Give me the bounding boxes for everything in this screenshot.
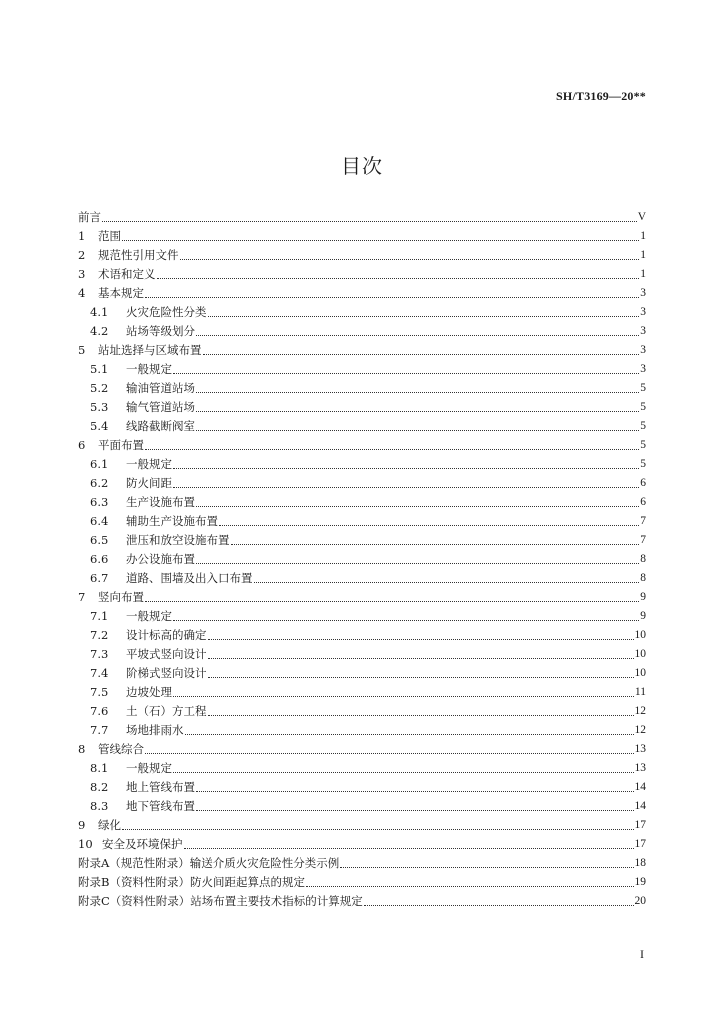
toc-entry-page: 8 [640, 553, 646, 565]
toc-entry[interactable] [78, 588, 646, 607]
toc-entry-number: 8.3 [90, 799, 109, 813]
toc-entry[interactable] [78, 512, 646, 531]
toc-entry-title: 术语和定义 [98, 267, 156, 281]
toc-entry-title: 附录C（资料性附录）站场布置主要技术指标的计算规定 [78, 894, 363, 908]
toc-entry[interactable] [78, 379, 646, 398]
toc-entry-page: 11 [634, 686, 646, 698]
toc-entry[interactable] [78, 227, 646, 246]
toc-entry-number: 6.2 [90, 476, 109, 490]
toc-entry-number: 4.2 [90, 324, 109, 338]
toc-leader-dots [173, 373, 639, 374]
toc-leader-dots [145, 601, 639, 602]
toc-entry-number: 6.6 [90, 552, 109, 566]
toc-leader-dots [184, 848, 634, 849]
toc-entry-page: 7 [640, 534, 646, 546]
toc-entry-page: 8 [640, 572, 646, 584]
toc-entry[interactable] [78, 683, 646, 702]
toc-leader-dots [145, 297, 639, 298]
toc-entry[interactable] [78, 436, 646, 455]
toc-entry[interactable] [78, 208, 646, 227]
toc-entry-page: 10 [634, 667, 646, 679]
toc-entry-title: 设计标高的确定 [126, 628, 207, 642]
toc-entry-title: 火灾危险性分类 [126, 305, 207, 319]
toc-entry-title: 范围 [98, 229, 121, 243]
toc-entry-title: 输油管道站场 [126, 381, 195, 395]
toc-leader-dots [145, 753, 634, 754]
toc-entry-title: 防火间距 [126, 476, 172, 490]
toc-entry[interactable] [78, 778, 646, 797]
toc-entry-number: 6.5 [90, 533, 109, 547]
toc-leader-dots [173, 468, 639, 469]
toc-entry[interactable] [78, 816, 646, 835]
toc-leader-dots [122, 240, 639, 241]
toc-entry-title: 地下管线布置 [126, 799, 195, 813]
toc-entry[interactable] [78, 892, 646, 911]
toc-entry-title: 前言 [78, 210, 101, 224]
page-number: I [640, 947, 644, 961]
toc-entry[interactable] [78, 360, 646, 379]
toc-entry[interactable] [78, 341, 646, 360]
toc-entry-number: 7.1 [90, 609, 109, 623]
toc-entry[interactable] [78, 835, 646, 854]
toc-entry[interactable] [78, 284, 646, 303]
toc-entry-title: 辅助生产设施布置 [126, 514, 218, 528]
table-of-contents [78, 208, 646, 911]
toc-entry-title: 附录B（资料性附录）防火间距起算点的规定 [78, 875, 305, 889]
toc-entry-title: 泄压和放空设施布置 [126, 533, 230, 547]
toc-entry-page: 20 [634, 895, 646, 907]
toc-entry[interactable] [78, 873, 646, 892]
toc-entry-title: 附录A（规范性附录）输送介质火灾危险性分类示例 [78, 856, 340, 870]
toc-entry[interactable] [78, 664, 646, 683]
toc-leader-dots [173, 696, 634, 697]
toc-entry-page: 14 [634, 800, 646, 812]
toc-entry[interactable] [78, 550, 646, 569]
toc-entry-number: 4 [78, 286, 86, 300]
toc-entry-page: 18 [634, 857, 646, 869]
toc-leader-dots [208, 658, 634, 659]
toc-leader-dots [254, 582, 640, 583]
toc-entry-page: 5 [640, 439, 646, 451]
toc-entry[interactable] [78, 797, 646, 816]
toc-entry[interactable] [78, 474, 646, 493]
toc-entry-page: V [637, 211, 646, 223]
toc-leader-dots [196, 392, 639, 393]
toc-entry-page: 10 [634, 629, 646, 641]
toc-entry-title: 管线综合 [98, 742, 144, 756]
toc-entry-page: 5 [640, 401, 646, 413]
toc-entry-number: 7.7 [90, 723, 109, 737]
toc-leader-dots [196, 411, 639, 412]
toc-entry-page: 5 [640, 420, 646, 432]
toc-entry-page: 1 [640, 249, 646, 261]
toc-entry-number: 2 [78, 248, 86, 262]
toc-leader-dots [196, 506, 639, 507]
toc-entry-title: 规范性引用文件 [98, 248, 179, 262]
toc-entry-title: 站址选择与区域布置 [98, 343, 202, 357]
toc-leader-dots [173, 772, 634, 773]
toc-entry-number: 7 [78, 590, 86, 604]
toc-entry-page: 17 [634, 838, 646, 850]
toc-entry-page: 3 [640, 287, 646, 299]
toc-entry-title: 场地排雨水 [126, 723, 184, 737]
toc-entry-title: 线路截断阀室 [126, 419, 195, 433]
toc-entry-title: 道路、围墙及出入口布置 [126, 571, 253, 585]
toc-entry-page: 3 [640, 344, 646, 356]
toc-leader-dots [122, 829, 634, 830]
toc-entry[interactable] [78, 398, 646, 417]
toc-leader-dots [208, 639, 634, 640]
toc-entry-title: 地上管线布置 [126, 780, 195, 794]
toc-entry-page: 1 [640, 230, 646, 242]
toc-entry-title: 生产设施布置 [126, 495, 195, 509]
toc-entry[interactable] [78, 569, 646, 588]
toc-entry[interactable] [78, 759, 646, 778]
toc-entry[interactable] [78, 246, 646, 265]
toc-entry-number: 8 [78, 742, 86, 756]
toc-leader-dots [196, 430, 639, 431]
toc-leader-dots [340, 867, 633, 868]
toc-entry-number: 7.3 [90, 647, 109, 661]
toc-entry-title: 基本规定 [98, 286, 144, 300]
toc-leader-dots [196, 810, 634, 811]
toc-entry-number: 7.5 [90, 685, 109, 699]
toc-entry-number: 1 [78, 229, 86, 243]
toc-entry-page: 12 [634, 705, 646, 717]
toc-entry-number: 6.3 [90, 495, 109, 509]
toc-leader-dots [102, 221, 637, 222]
toc-entry[interactable] [78, 740, 646, 759]
toc-leader-dots [157, 278, 640, 279]
toc-entry[interactable] [78, 265, 646, 284]
toc-entry-number: 4.1 [90, 305, 109, 319]
toc-entry-title: 输气管道站场 [126, 400, 195, 414]
toc-entry-page: 19 [634, 876, 646, 888]
toc-leader-dots [185, 734, 634, 735]
toc-leader-dots [306, 886, 634, 887]
toc-entry[interactable] [78, 626, 646, 645]
toc-entry-page: 13 [634, 762, 646, 774]
toc-entry-number: 6.1 [90, 457, 109, 471]
toc-entry-title: 边坡处理 [126, 685, 172, 699]
toc-entry-title: 竖向布置 [98, 590, 144, 604]
toc-leader-dots [208, 316, 640, 317]
toc-entry-page: 1 [640, 268, 646, 280]
toc-entry-page: 3 [640, 363, 646, 375]
toc-leader-dots [173, 620, 639, 621]
toc-entry-number: 5 [78, 343, 86, 357]
toc-entry[interactable] [78, 493, 646, 512]
toc-entry-number: 5.4 [90, 419, 109, 433]
toc-entry-title: 一般规定 [126, 457, 172, 471]
toc-entry[interactable] [78, 322, 646, 341]
toc-entry-title: 一般规定 [126, 609, 172, 623]
toc-entry[interactable] [78, 702, 646, 721]
toc-entry-title: 安全及环境保护 [102, 837, 183, 851]
toc-leader-dots [145, 449, 639, 450]
toc-entry-page: 9 [640, 610, 646, 622]
toc-entry[interactable] [78, 721, 646, 740]
toc-entry-title: 办公设施布置 [126, 552, 195, 566]
toc-leader-dots [180, 259, 640, 260]
toc-entry-number: 7.4 [90, 666, 109, 680]
toc-entry-page: 14 [634, 781, 646, 793]
toc-leader-dots [203, 354, 640, 355]
toc-entry-number: 7.6 [90, 704, 109, 718]
toc-entry-page: 17 [634, 819, 646, 831]
toc-entry-title: 绿化 [98, 818, 121, 832]
toc-entry-title: 土（石）方工程 [126, 704, 207, 718]
toc-entry-page: 5 [640, 458, 646, 470]
toc-entry-number: 5.1 [90, 362, 109, 376]
toc-entry-title: 一般规定 [126, 761, 172, 775]
toc-entry-page: 3 [640, 306, 646, 318]
toc-entry-page: 9 [640, 591, 646, 603]
toc-entry-number: 3 [78, 267, 86, 281]
toc-entry-number: 7.2 [90, 628, 109, 642]
toc-entry[interactable] [78, 417, 646, 436]
toc-entry-title: 一般规定 [126, 362, 172, 376]
toc-entry-page: 3 [640, 325, 646, 337]
toc-entry[interactable] [78, 455, 646, 474]
toc-entry[interactable] [78, 854, 646, 873]
toc-entry-page: 6 [640, 496, 646, 508]
toc-entry-page: 6 [640, 477, 646, 489]
toc-entry-page: 5 [640, 382, 646, 394]
toc-entry-number: 6.4 [90, 514, 109, 528]
toc-entry-title: 阶梯式竖向设计 [126, 666, 207, 680]
toc-leader-dots [196, 335, 639, 336]
toc-entry-number: 8.1 [90, 761, 109, 775]
toc-leader-dots [364, 905, 634, 906]
page-title: 目次 [341, 154, 383, 178]
toc-leader-dots [208, 677, 634, 678]
toc-entry-title: 平坡式竖向设计 [126, 647, 207, 661]
toc-entry[interactable] [78, 531, 646, 550]
toc-entry-title: 平面布置 [98, 438, 144, 452]
toc-entry[interactable] [78, 607, 646, 626]
toc-entry-page: 7 [640, 515, 646, 527]
toc-leader-dots [219, 525, 639, 526]
toc-leader-dots [208, 715, 634, 716]
standard-code: SH/T3169—20** [556, 89, 646, 103]
toc-entry-title: 站场等级划分 [126, 324, 195, 338]
toc-entry-number: 5.3 [90, 400, 109, 414]
toc-entry-page: 13 [634, 743, 646, 755]
toc-entry[interactable] [78, 645, 646, 664]
toc-entry-number: 5.2 [90, 381, 109, 395]
toc-entry-number: 8.2 [90, 780, 109, 794]
toc-entry-number: 10 [78, 837, 93, 851]
toc-entry-number: 9 [78, 818, 86, 832]
toc-leader-dots [231, 544, 640, 545]
toc-entry-number: 6.7 [90, 571, 109, 585]
toc-leader-dots [196, 791, 634, 792]
toc-entry[interactable] [78, 303, 646, 322]
toc-leader-dots [173, 487, 639, 488]
toc-leader-dots [196, 563, 639, 564]
toc-entry-number: 6 [78, 438, 86, 452]
toc-entry-page: 12 [634, 724, 646, 736]
toc-entry-page: 10 [634, 648, 646, 660]
